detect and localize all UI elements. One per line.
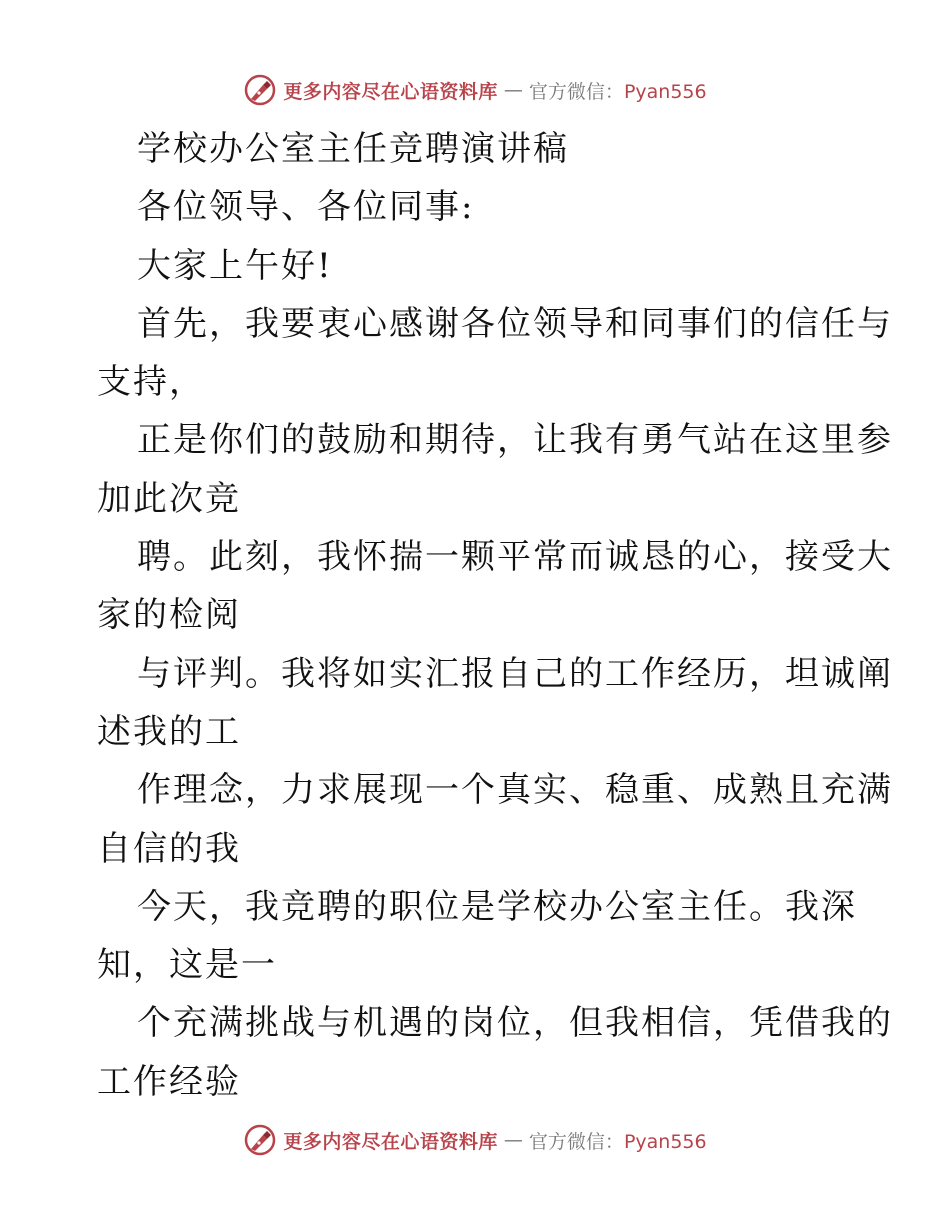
- greeting: 大家上午好!: [137, 245, 333, 286]
- paragraph-line: 加此次竞: [97, 478, 241, 519]
- document-body: [97, 120, 893, 1111]
- paragraph-line: 个充满挑战与机遇的岗位，但我相信，凭借我的: [137, 1003, 893, 1044]
- pen-nib-logo-icon: [243, 1123, 277, 1157]
- paragraph-line: 正是你们的鼓励和期待，让我有勇气站在这里参: [137, 420, 893, 461]
- paragraph-line: 聘。此刻，我怀揣一颗平常而诚恳的心，接受大: [137, 537, 893, 578]
- watermark-separator: —: [503, 1129, 523, 1151]
- paragraph-line: 今天，我竞聘的职位是学校办公室主任。我深: [137, 886, 857, 927]
- paragraph-line: 述我的工: [97, 711, 241, 752]
- paragraph-line: 自信的我: [97, 828, 241, 869]
- paragraph-line: 作理念，力求展现一个真实、稳重、成熟且充满: [137, 770, 893, 811]
- paragraph-line: 工作经验: [97, 1061, 241, 1102]
- watermark-wechat-label: 官方微信：: [528, 1130, 624, 1153]
- paragraph-line: 知，这是一: [97, 945, 277, 986]
- watermark-text: 更多内容尽在心语资料库: [283, 1130, 498, 1153]
- salutation: 各位领导、各位同事:: [137, 187, 475, 228]
- watermark-wechat: [529, 77, 707, 104]
- pen-nib-logo-icon: [243, 73, 277, 107]
- paragraph-line: 支持，: [97, 362, 205, 403]
- footer-watermark: [0, 1120, 950, 1160]
- paragraph-line: 与评判。我将如实汇报自己的工作经历，坦诚阐: [137, 653, 893, 694]
- header-watermark: [0, 70, 950, 110]
- watermark-text: 更多内容尽在心语资料库: [283, 80, 498, 103]
- watermark-wechat-id: Pyan556: [623, 80, 707, 103]
- watermark-wechat-id: Pyan556: [623, 1130, 707, 1153]
- watermark-wechat-label: 官方微信：: [528, 80, 624, 103]
- watermark-separator: —: [503, 79, 523, 101]
- paragraph-line: 首先，我要衷心感谢各位领导和同事们的信任与: [137, 303, 893, 344]
- document-title: 学校办公室主任竞聘演讲稿: [137, 129, 569, 169]
- paragraph-line: 家的检阅: [97, 595, 241, 636]
- watermark-wechat: [529, 1127, 707, 1154]
